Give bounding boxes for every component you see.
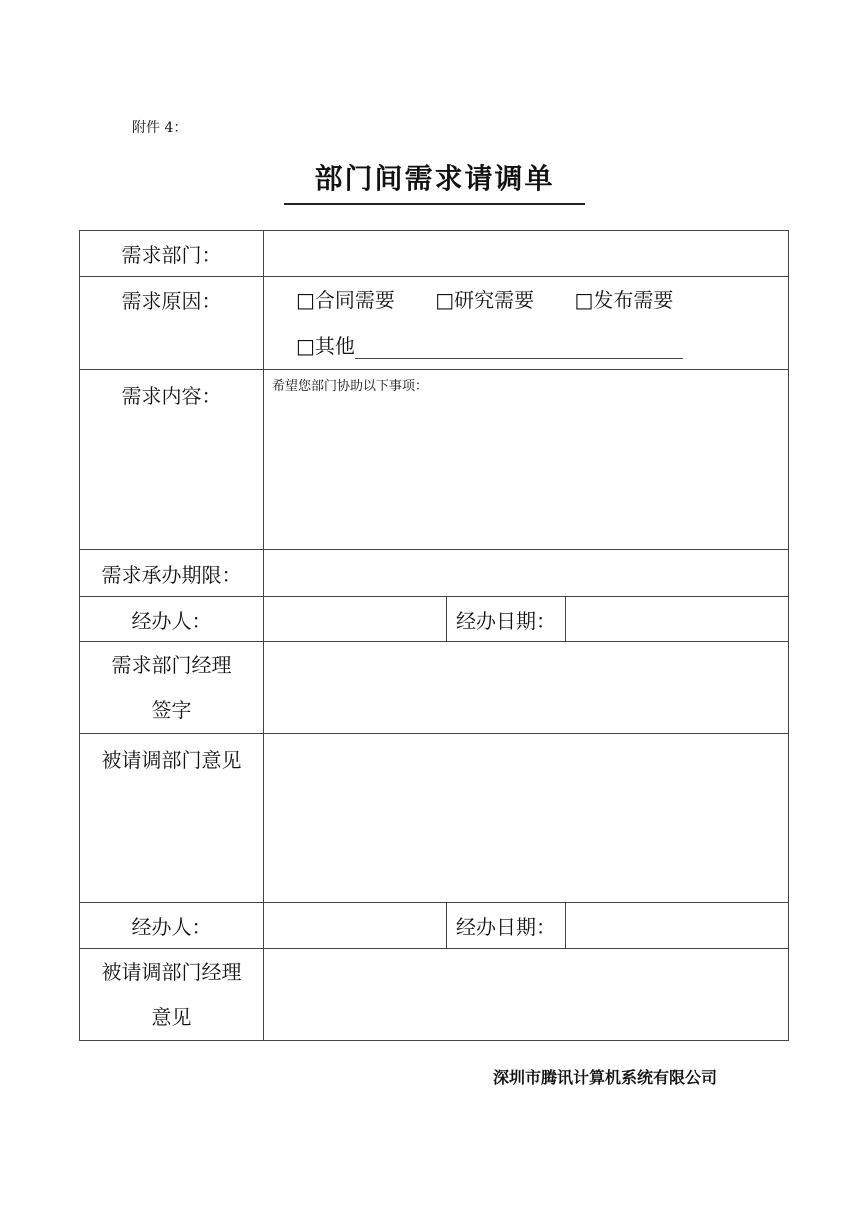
manager-sign-label-line1: 需求部门经理 bbox=[111, 652, 232, 677]
request-form-table bbox=[79, 230, 789, 1041]
handle-date-field[interactable] bbox=[566, 597, 789, 642]
company-name: 深圳市腾讯计算机系统有限公司 bbox=[493, 1068, 718, 1087]
handler2-label: 经办人： bbox=[80, 903, 264, 949]
deadline-label: 需求承办期限： bbox=[80, 550, 264, 597]
deadline-field[interactable] bbox=[264, 550, 789, 597]
reason-label: 需求原因： bbox=[80, 277, 264, 370]
reason-field bbox=[264, 277, 789, 370]
row-target-manager bbox=[80, 949, 789, 1041]
handler2-field[interactable] bbox=[264, 903, 447, 949]
dept-field[interactable] bbox=[264, 231, 789, 277]
row-content bbox=[80, 370, 789, 550]
target-manager-label-line2: 意见 bbox=[151, 1004, 192, 1029]
handle-date2-field[interactable] bbox=[566, 903, 789, 949]
target-opinion-label: 被请调部门意见 bbox=[80, 734, 264, 903]
row-handler-2 bbox=[80, 903, 789, 949]
target-opinion-field[interactable] bbox=[264, 734, 789, 903]
content-field[interactable] bbox=[264, 370, 789, 550]
row-handler bbox=[80, 597, 789, 642]
handle-date-label: 经办日期： bbox=[447, 597, 566, 642]
manager-sign-label bbox=[80, 642, 264, 734]
reason-option-release-checkbox[interactable]: □发布需要 bbox=[574, 288, 674, 312]
row-target-opinion bbox=[80, 734, 789, 903]
handler-field[interactable] bbox=[264, 597, 447, 642]
content-hint: 希望您部门协助以下事项： bbox=[272, 379, 429, 394]
row-deadline bbox=[80, 550, 789, 597]
target-manager-field[interactable] bbox=[264, 949, 789, 1041]
content-label: 需求内容： bbox=[80, 370, 264, 550]
handle-date2-label: 经办日期： bbox=[447, 903, 566, 949]
reason-option-research-checkbox[interactable]: □研究需要 bbox=[435, 288, 535, 312]
row-dept bbox=[80, 231, 789, 277]
row-manager-sign bbox=[80, 642, 789, 734]
target-manager-label-line1: 被请调部门经理 bbox=[101, 959, 242, 984]
reason-option-contract-checkbox[interactable]: □合同需要 bbox=[296, 288, 395, 312]
reason-other-input-line[interactable] bbox=[355, 338, 683, 359]
row-reason bbox=[80, 277, 789, 370]
attachment-label: 附件 4： bbox=[132, 120, 188, 136]
target-manager-label bbox=[80, 949, 264, 1041]
manager-sign-label-line2: 签字 bbox=[151, 697, 192, 722]
reason-option-other-checkbox[interactable]: □其他 bbox=[296, 334, 355, 358]
handler-label: 经办人： bbox=[80, 597, 264, 642]
manager-sign-field[interactable] bbox=[264, 642, 789, 734]
page-title: 部门间需求请调单 bbox=[284, 157, 585, 205]
dept-label: 需求部门： bbox=[80, 231, 264, 277]
reason-other-row bbox=[296, 323, 788, 369]
reason-options-row bbox=[296, 277, 788, 323]
